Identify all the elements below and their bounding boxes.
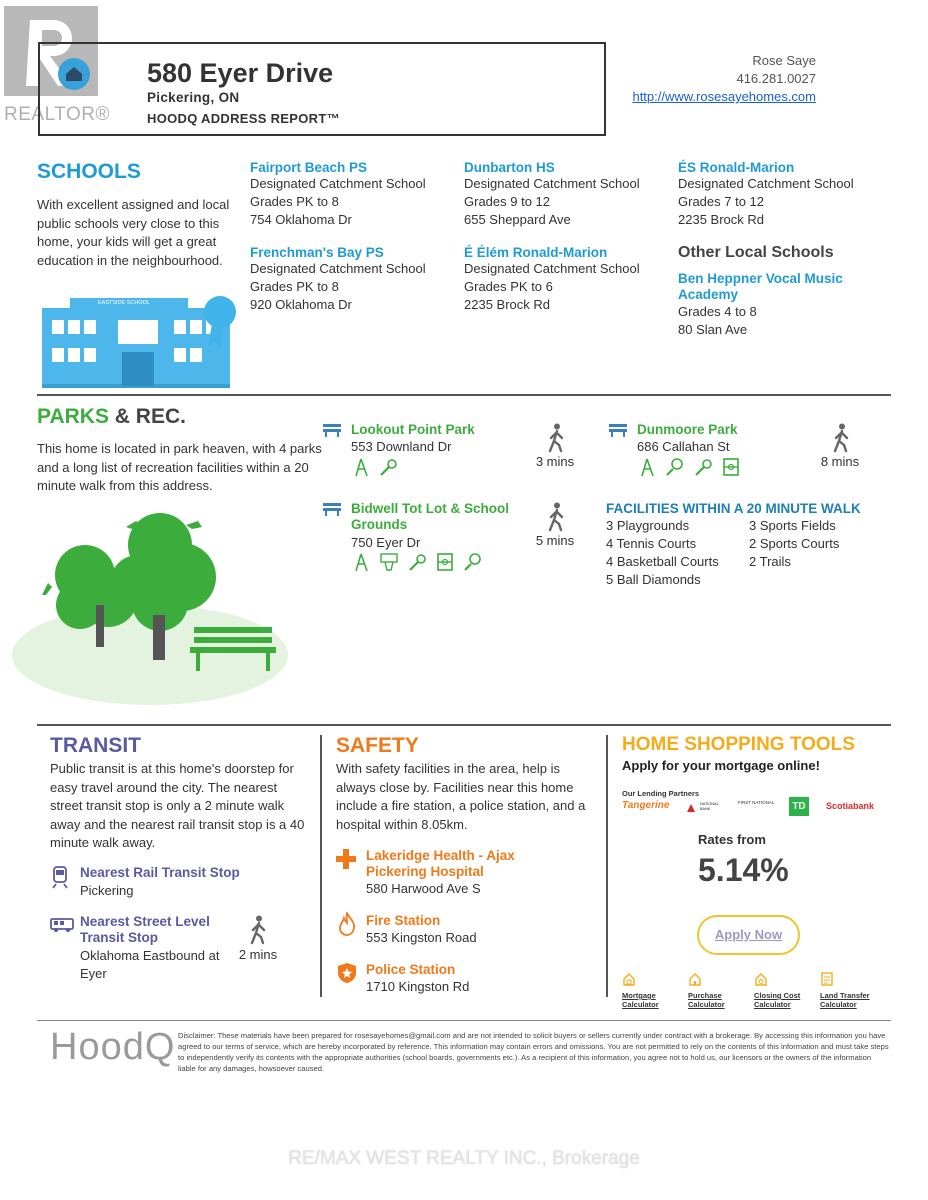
park-dunmoore-address: 686 Callahan St: [637, 439, 730, 454]
agent-phone: 416.281.0027: [736, 71, 816, 86]
calc-label-line2: Calculator: [754, 1000, 791, 1009]
tools-title: HOME SHOPPING TOOLS: [622, 734, 855, 755]
playground-icon: [639, 457, 657, 477]
house-icon: [688, 972, 702, 986]
property-address: 580 Eyer Drive: [147, 58, 334, 88]
school-elem-ronald-marion: [464, 245, 640, 314]
school-name: Dunbarton HS: [464, 160, 555, 175]
mortgage-rate: 5.14%: [698, 852, 789, 888]
ball-diamond-icon: [408, 552, 428, 572]
hoodq-logo: HoodQ: [50, 1026, 176, 1068]
partner-national-bank: NATIONAL BANK: [700, 802, 719, 811]
ball-diamond-icon: [379, 457, 399, 477]
partner-first-national: FIRST NATIONAL: [738, 800, 775, 805]
fire-station-name: Fire Station: [366, 913, 441, 928]
calc-label-line1: Closing Cost: [754, 991, 801, 1000]
school-address: 2235 Brock Rd: [678, 212, 764, 227]
school-type: Designated Catchment School: [250, 261, 426, 276]
tools-subtitle: Apply for your mortgage online!: [622, 758, 820, 773]
park-lookout-point-name: Lookout Point Park: [351, 422, 475, 437]
award-seal-icon: [204, 296, 236, 328]
street-stop-label: [80, 914, 210, 946]
street-stop-walk: 2 mins: [238, 947, 278, 962]
safety-title: SAFETY: [336, 734, 419, 757]
mortgage-calculator-link[interactable]: [622, 972, 659, 1009]
sports-field-icon: [722, 457, 740, 477]
park-facility-icons: [353, 457, 403, 482]
school-address: 2235 Brock Rd: [464, 297, 550, 312]
playground-icon: [353, 457, 371, 477]
report-title: HOODQ ADDRESS REPORT™: [147, 111, 340, 126]
school-name-line2: Academy: [678, 287, 739, 302]
police-station-name: Police Station: [366, 962, 456, 977]
walking-person-icon: [248, 915, 268, 950]
park-bidwell-name-line2: Grounds: [351, 517, 408, 532]
agent-website-link[interactable]: http://www.rosesayehomes.com: [632, 89, 816, 104]
school-name: É Élém Ronald-Marion: [464, 245, 608, 260]
partner-tangerine: Tangerine: [622, 800, 670, 811]
facilities-left-list: [606, 517, 719, 589]
house-money-icon: [754, 972, 768, 986]
parks-description: This home is located in park heaven, with 4 parks and a long list of recreation facilities within a 20 minute walk from this address.: [37, 441, 322, 493]
calc-label-line1: Purchase: [688, 991, 722, 1000]
street-stop-value: [80, 947, 219, 983]
purchase-calculator-link[interactable]: [688, 972, 725, 1009]
school-name: Frenchman's Bay PS: [250, 245, 384, 260]
school-name: Fairport Beach PS: [250, 160, 368, 175]
property-city: Pickering, ON: [147, 90, 240, 105]
school-address: 754 Oklahoma Dr: [250, 212, 352, 227]
tennis-icon: [463, 552, 483, 572]
school-name: ÉS Ronald-Marion: [678, 160, 795, 175]
walking-person-icon: [546, 502, 566, 537]
school-building-sign: EASTSIDE SCHOOL: [98, 300, 150, 306]
school-building-illustration: [38, 290, 243, 395]
fire-station-address: 553 Kingston Road: [366, 930, 477, 945]
hospital-name-line2: Pickering Hospital: [366, 864, 484, 879]
schools-title: SCHOOLS: [37, 160, 141, 183]
rates-label: Rates from: [698, 832, 766, 847]
disclaimer-text: Disclaimer: These materials have been prepared for rosesayehomes@gmail.com and are not intended to solicit buyers or sellers currently under contract with a brokerage. By accessing this information you have agreed to our terms of service, which are hereby incorporated by reference. This information may contain errors and omissions. You are not permitted to rely on the contents of this information and must take steps to independently verify its contents with the appropriate authorities (school boards, governments etc.). As a recipient of this information, you agree not to hold us, our licensors or the owners of the information liable for any damages, howsoever caused.: [178, 1031, 889, 1073]
bench-icon: [608, 422, 628, 443]
brokerage-watermark: RE/MAX WEST REALTY INC., Brokerage: [288, 1148, 640, 1169]
footer-divider: [37, 1020, 891, 1021]
park-bidwell-walk: 5 mins: [535, 533, 575, 548]
school-name-line1: Ben Heppner Vocal Music: [678, 271, 843, 286]
police-badge-icon: [337, 962, 357, 989]
school-type: Designated Catchment School: [678, 176, 854, 191]
facilities-right-list: [749, 517, 839, 571]
park-illustration: [10, 505, 300, 710]
school-dunbarton: [464, 160, 640, 229]
park-dunmoore-name: Dunmoore Park: [637, 422, 738, 437]
bench-icon: [194, 627, 272, 633]
parks-title-a: PARKS: [37, 405, 109, 428]
rail-stop-value: Pickering: [80, 883, 134, 898]
hospital-name-line1: Lakeridge Health - Ajax: [366, 848, 515, 863]
park-lookout-point-walk: 3 mins: [535, 454, 575, 469]
school-type: Designated Catchment School: [464, 176, 640, 191]
school-address: 920 Oklahoma Dr: [250, 297, 352, 312]
school-grades: Grades PK to 8: [250, 279, 339, 294]
train-icon: [51, 865, 69, 894]
hospital-cross-icon: [335, 848, 357, 875]
column-divider: [320, 735, 322, 997]
park-bidwell-name-line1: Bidwell Tot Lot & School: [351, 501, 509, 516]
lending-partners-label: Our Lending Partners: [622, 789, 700, 798]
park-facility-icons: [639, 457, 744, 482]
transit-title: TRANSIT: [50, 734, 141, 757]
bench-icon: [322, 422, 342, 443]
ball-diamond-icon: [694, 457, 714, 477]
document-icon: [820, 972, 834, 986]
facility-item: 5 Ball Diamonds: [606, 572, 701, 587]
partner-scotiabank: Scotiabank: [826, 801, 875, 811]
parks-title: [37, 405, 186, 429]
bus-icon: [50, 917, 74, 938]
facility-item: 4 Basketball Courts: [606, 554, 719, 569]
facility-item: 2 Sports Courts: [749, 536, 840, 551]
school-type: Designated Catchment School: [464, 261, 640, 276]
apply-now-button[interactable]: Apply Now: [697, 915, 800, 955]
police-station-address: 1710 Kingston Rd: [366, 979, 470, 994]
tennis-icon: [665, 457, 685, 477]
street-stop-label-line1: Nearest Street Level: [80, 914, 210, 929]
facility-item: 3 Sports Fields: [749, 518, 836, 533]
facilities-title: FACILITIES WITHIN A 20 MINUTE WALK: [606, 501, 861, 516]
walking-person-icon: [546, 423, 566, 458]
calc-label-line1: Mortgage: [622, 991, 656, 1000]
agent-name: Rose Saye: [752, 53, 816, 68]
playground-icon: [353, 552, 371, 572]
street-stop-label-line2: Transit Stop: [80, 930, 159, 945]
school-ben-heppner: [678, 271, 843, 339]
section-divider: [37, 724, 891, 726]
transit-description: Public transit is at this home's doorstep for easy travel around the city. The nearest street transit stop is only a 2 minute walk away and the nearest rail transit stop is a 40 minute walk away.: [50, 761, 305, 850]
school-grades: Grades 4 to 8: [678, 304, 757, 319]
park-facility-icons: [353, 552, 487, 577]
bench-icon: [322, 501, 342, 522]
park-dunmoore-walk: 8 mins: [820, 454, 860, 469]
park-bidwell-name: [351, 501, 509, 533]
safety-description: With safety facilities in the area, help is always close by. Facilities near this home include a fire station, a police station, and a hospital within 8.05km.: [336, 761, 586, 832]
school-grades: Grades PK to 8: [250, 194, 339, 209]
school-grades: Grades 7 to 12: [678, 194, 764, 209]
school-grades: Grades PK to 6: [464, 279, 553, 294]
park-bidwell-address: 750 Eyer Dr: [351, 535, 421, 550]
sports-field-icon: [436, 552, 454, 572]
school-type: Designated Catchment School: [250, 176, 426, 191]
street-stop-value-line1: Oklahoma Eastbound at: [80, 948, 220, 963]
facility-item: 3 Playgrounds: [606, 518, 690, 533]
calc-label-line2: Calculator: [820, 1000, 857, 1009]
closing-cost-calculator-link[interactable]: [754, 972, 800, 1009]
other-schools-title: Other Local Schools: [678, 244, 834, 261]
calc-label-line1: Land Transfer: [820, 991, 870, 1000]
school-address: 655 Sheppard Ave: [464, 212, 571, 227]
calc-label-line2: Calculator: [688, 1000, 725, 1009]
calc-label-line2: Calculator: [622, 1000, 659, 1009]
fire-icon: [338, 912, 356, 941]
parks-title-b: & REC.: [114, 405, 186, 428]
house-calculator-icon: [622, 972, 636, 986]
street-stop-value-line2: Eyer: [80, 966, 107, 981]
school-grades: Grades 9 to 12: [464, 194, 550, 209]
realtor-logo-text: REALTOR®: [4, 104, 110, 125]
schools-description: With excellent assigned and local public schools very close to this home, your kids will get a great education in the neighbourhood.: [37, 197, 230, 268]
school-address: 80 Slan Ave: [678, 322, 748, 337]
facility-item: 2 Trails: [749, 554, 791, 569]
park-lookout-point-address: 553 Downland Dr: [351, 439, 452, 454]
hospital-name: [366, 848, 515, 880]
hospital-address: 580 Harwood Ave S: [366, 881, 481, 896]
facility-item: 4 Tennis Courts: [606, 536, 697, 551]
rail-stop-label: Nearest Rail Transit Stop: [80, 865, 240, 880]
school-es-ronald-marion: [678, 160, 854, 229]
basketball-icon: [379, 552, 399, 572]
land-transfer-calculator-link[interactable]: [820, 972, 870, 1009]
column-divider: [606, 735, 608, 997]
walking-person-icon: [831, 423, 851, 458]
partner-td: TD: [789, 797, 809, 816]
section-divider: [37, 394, 891, 396]
school-fairport-beach: [250, 160, 426, 229]
partner-national-bank-logo: [686, 800, 696, 818]
school-frenchmans-bay: [250, 245, 426, 314]
